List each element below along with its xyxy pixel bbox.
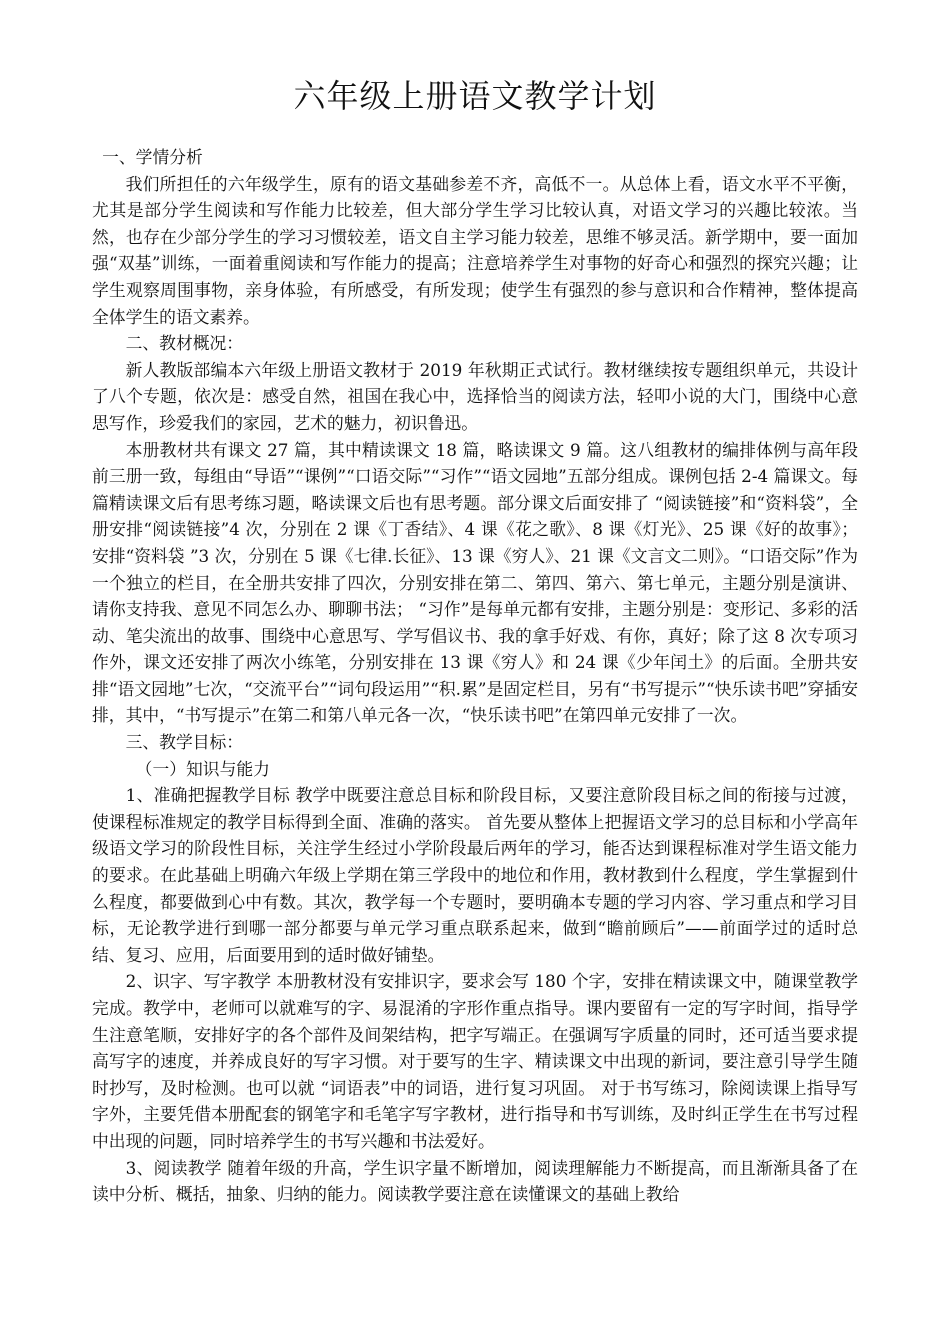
paragraph-goal-1: 1、准确把握教学目标 教学中既要注意总目标和阶段目标，又要注意阶段目标之间的衔接与过渡，使课程标准规定的教学目标得到全面、准确的落实。 首先要从整体上把握语文学习的总目标和小学高年级语文学习的阶段性目标，关注学生经过小学阶段最后两年的学习，能否达到课程标准对学生语文能力的要求。在此基础上明确六年级上学期在第三学段中的地位和作用，教材教到什么程度，学生掌握到什么程度，都要做到心中有数。其次，教学每一个专题时，要明确本专题的学习内容、学习重点和学习目标，无论教学进行到哪一部分都要与单元学习重点联系起来，做到“瞻前顾后”——前面学过的适时总结、复习、应用，后面要用到的适时做好铺垫。 — [92, 785, 858, 965]
paragraph-goal-2: 2、识字、写字教学 本册教材没有安排识字，要求会写 180 个字，安排在精读课文中，随课堂教学完成。教学中，老师可以就难写的字、易混淆的字形作重点指导。课内要留有一定的写字时间，指导学生注意笔顺，安排好字的各个部件及间架结构，把字写端正。在强调写字质量的同时，还可适当要求提高写字的速度，并养成良好的写字习惯。对于要写的生字、精读课文中出现的新词，要注意引导学生随时抄写，及时检测。也可以就 “词语表”中的词语，进行复习巩固。 对于书写练习，除阅读课上指导写字外，主要凭借本册配套的钢笔字和毛笔字写字教材，进行指导和书写训练，及时纠正学生在书写过程中出现的问题，同时培养学生的书写兴趣和书法爱好。 — [92, 971, 858, 1151]
paragraph-textbook-structure: 本册教材共有课文 27 篇，其中精读课文 18 篇，略读课文 9 篇。这八组教材的编排体例与高年段前三册一致，每组由“导语”“课例”“口语交际”“习作”“语文园地”五部分组成。课例包括 2-4 篇课文。每篇精读课文后有思考练习题，略读课文后也有思考题。部分课文后面安排了 “阅读链接”和“资料袋”，全册安排“阅读链接”4 次，分别在 2 课《丁香结》、4 课《花之歌》、8 课《灯光》、25 课《好的故事》；安排“资料袋 ”3 次，分别在 5 课《七律.长征》、13 课《穷人》、21 课《文言文二则》。“口语交际”作为一个独立的栏目，在全册共安排了四次，分别安排在第二、第四、第六、第七单元，主题分别是演讲、请你支持我、意见不同怎么办、聊聊书法； “习作”是每单元都有安排，主题分别是：变形记、多彩的活动、笔尖流出的故事、围绕中心意思写、学写倡议书、我的拿手好戏、有你，真好；除了这 8 次专项习作外，课文还安排了两次小练笔，分别安排在 13 课《穷人》和 24 课《少年闰土》的后面。全册共安排“语文园地”七次，“交流平台”“词句段运用”“积.累”是固定栏目，另有“书写提示”“快乐读书吧”穿插安排，其中，“书写提示”在第二和第八单元各一次，“快乐读书吧”在第四单元安排了一次。 — [92, 439, 858, 726]
document-page — [92, 76, 858, 1208]
paragraph-textbook-overview: 新人教版部编本六年级上册语文教材于 2019 年秋期正式试行。教材继续按专题组织单元，共设计了八个专题，依次是：感受自然，祖国在我心中，选择恰当的阅读方法，轻叩小说的大门，围绕中心意思写作，珍爱我们的家园，艺术的魅力，初识鲁迅。 — [92, 359, 858, 433]
section-heading-3: 三、教学目标： — [125, 732, 244, 753]
paragraph-learning-analysis: 我们所担任的六年级学生，原有的语文基础参差不齐，高低不一。从总体上看，语文水平不平衡，尤其是部分学生阅读和写作能力比较差，但大部分学生学习比较认真，对语文学习的兴趣比较浓。当然，也存在少部分学生的学习习惯较差，语文自主学习能力较差，思维不够灵活。新学期中，要一面加强“双基”训练，一面着重阅读和写作能力的提高；注意培养学生对事物的好奇心和强烈的探究兴趣；让学生观察周围事物，亲身体验，有所感受，有所发现；使学生有强烈的参与意识和合作精神，整体提高全体学生的语文素养。 — [92, 173, 858, 327]
section-heading-1: 一、学情分析 — [102, 147, 203, 167]
paragraph-goal-3: 3、阅读教学 随着年级的升高，学生识字量不断增加，阅读理解能力不断提高，而且渐渐具备了在读中分析、概括，抽象、归纳的能力。阅读教学要注意在读懂课文的基础上教给 — [92, 1157, 858, 1205]
subsection-heading-knowledge: （一）知识与能力 — [135, 758, 270, 779]
section-heading-2: 二、教材概况： — [125, 333, 244, 354]
page-title: 六年级上册语文教学计划 — [293, 77, 657, 115]
